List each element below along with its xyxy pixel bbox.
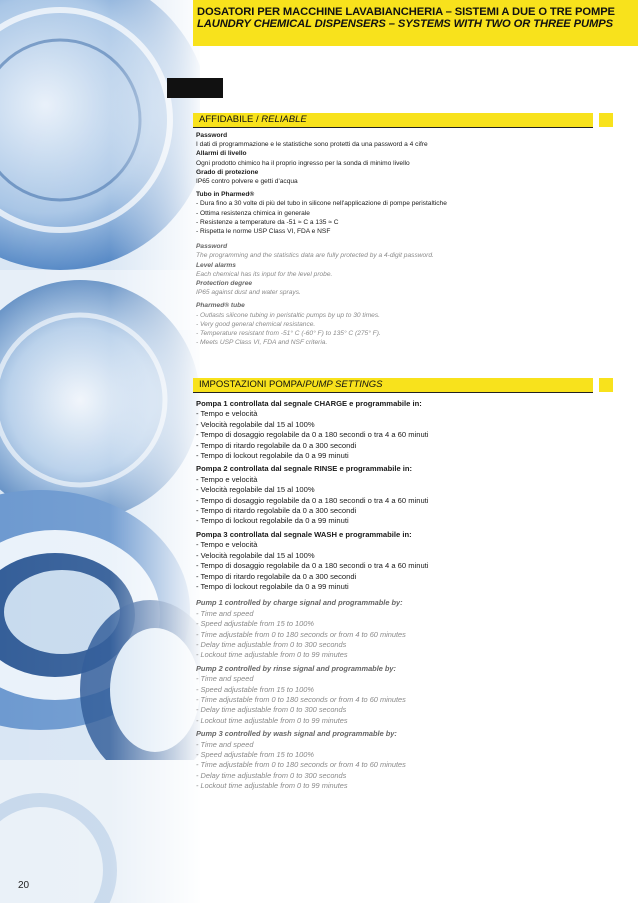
pump-setting-line: - Tempo e velocità — [196, 409, 258, 419]
tube-line-en: - Temperature resistant from -51° C (-60° F) to 135° C (275° F). — [196, 330, 381, 338]
section-title-reliable: AFFIDABILE / RELIABLE — [199, 114, 307, 125]
tube-heading-en: Pharmed® tube — [196, 302, 245, 310]
pump-setting-line: - Tempo di ritardo regolabile da 0 a 300 secondi — [196, 440, 357, 450]
password-heading: Password — [196, 132, 228, 139]
protection-text: IP65 contro polvere e getti d'acqua — [196, 178, 298, 186]
password-text-en: The programming and the statistics data are fully protected by a 4-digit password. — [196, 252, 434, 260]
section-square-marker — [599, 113, 613, 127]
protection-heading: Grado di protezione — [196, 168, 259, 176]
section-tab-marker — [167, 78, 223, 98]
pump-setting-line-en: - Time adjustable from 0 to 180 seconds or from 4 to 60 minutes — [196, 760, 406, 770]
level-alarm-heading: Allarmi di livello — [196, 150, 247, 158]
protection-heading-en: Protection degree — [196, 280, 253, 288]
pump-setting-line: - Velocità regolabile dal 15 al 100% — [196, 419, 315, 429]
pump-setting-line-en: - Lockout time adjustable from 0 to 99 minutes — [196, 715, 348, 725]
pump-setting-line: - Tempo di lockout regolabile da 0 a 99 minuti — [196, 516, 349, 526]
pump-setting-line: - Tempo e velocità — [196, 540, 258, 550]
pump-setting-line-en: - Speed adjustable from 15 to 100% — [196, 750, 314, 759]
pump-setting-line: - Tempo di lockout regolabile da 0 a 99 minuti — [196, 581, 349, 591]
password-heading-en: Password — [196, 243, 228, 251]
pump-setting-line: - Velocità regolabile dal 15 al 100% — [196, 485, 315, 495]
pump-setting-line: - Tempo di lockout regolabile da 0 a 99 minuti — [196, 451, 349, 461]
section-square-marker — [599, 378, 613, 392]
pump-setting-line-en: - Lockout time adjustable from 0 to 99 minutes — [196, 781, 348, 791]
pump-settings-body — [196, 399, 596, 792]
pump-setting-line: - Tempo di dosaggio regolabile da 0 a 180 secondi o tra 4 a 60 minuti — [196, 561, 429, 571]
tube-line: - Dura fino a 30 volte di più del tubo in silicone nell'applicazione di pompe peristaltiche — [196, 200, 447, 208]
pump-setting-line: - Tempo di dosaggio regolabile da 0 a 180 secondi o tra 4 a 60 minuti — [196, 430, 429, 440]
pump1-heading: Pompa 1 controllata dal segnale CHARGE e programmabile in: — [196, 399, 422, 408]
pump-setting-line-en: - Speed adjustable from 15 to 100% — [196, 619, 314, 629]
reliable-section-body — [196, 131, 596, 347]
level-alarm-text: Ogni prodotto chimico ha il proprio ingresso per la sonda di minimo livello — [196, 159, 410, 167]
password-text: I dati di programmazione e le statistiche sono protetti da una password a 4 cifre — [196, 141, 428, 149]
header-title-italian: DOSATORI PER MACCHINE LAVABIANCHERIA – SISTEMI A DUE O TRE POMPE — [197, 6, 615, 18]
pump-setting-line: - Tempo di dosaggio regolabile da 0 a 180 secondi o tra 4 a 60 minuti — [196, 495, 429, 505]
pump-setting-line: - Tempo di ritardo regolabile da 0 a 300 secondi — [196, 571, 357, 581]
pump2-heading: Pompa 2 controllata dal segnale RINSE e programmabile in: — [196, 464, 413, 474]
tube-line: - Resistenze a temperature da -51 ≈ C a 135 ≈ C — [196, 218, 339, 226]
pump2-heading-en: Pump 2 controlled by rinse signal and programmable by: — [196, 663, 396, 673]
pump-setting-line: - Tempo di ritardo regolabile da 0 a 300 secondi — [196, 506, 357, 516]
tube-line-en: - Very good general chemical resistance. — [196, 320, 316, 328]
pump-setting-line: - Tempo e velocità — [196, 474, 258, 484]
page-number: 20 — [18, 880, 30, 891]
pump-setting-line-en: - Delay time adjustable from 0 to 300 seconds — [196, 639, 347, 649]
pump-setting-line-en: - Lockout time adjustable from 0 to 99 minutes — [196, 650, 348, 660]
tube-line: - Rispetta le norme USP Class VI, FDA e NSF — [196, 228, 331, 236]
pump1-heading-en: Pump 1 controlled by charge signal and programmable by: — [196, 598, 403, 608]
pump-setting-line-en: - Time and speed — [196, 608, 254, 618]
section-header-reliable — [193, 113, 593, 128]
tube-line: - Ottima resistenza chimica in generale — [196, 209, 310, 217]
pump3-heading: Pompa 3 controllata dal segnale WASH e programmabile in: — [196, 529, 412, 539]
pump-setting-line-en: - Delay time adjustable from 0 to 300 seconds — [196, 705, 347, 715]
tube-line-en: - Meets USP Class VI, FDA and NSF criteria. — [196, 339, 328, 347]
tube-line-en: - Outlasts silicone tubing in peristaltic pumps by up to 30 times. — [196, 311, 380, 319]
pump-setting-line-en: - Time adjustable from 0 to 180 seconds or from 4 to 60 minutes — [196, 694, 406, 704]
section-header-pump-settings — [193, 378, 593, 393]
pump-setting-line-en: - Speed adjustable from 15 to 100% — [196, 684, 314, 694]
pump3-heading-en: Pump 3 controlled by wash signal and programmable by: — [196, 729, 397, 739]
protection-text-en: IP65 against dust and water sprays. — [196, 289, 301, 297]
pump-setting-line-en: - Time and speed — [196, 674, 254, 684]
pump-setting-line: - Velocità regolabile dal 15 al 100% — [196, 550, 315, 560]
pump-setting-line-en: - Time adjustable from 0 to 180 seconds or from 4 to 60 minutes — [196, 629, 406, 639]
pump-setting-line-en: - Time and speed — [196, 739, 254, 749]
level-alarm-text-en: Each chemical has its input for the level probe. — [196, 270, 333, 278]
tube-heading: Tubo in Pharmed® — [196, 191, 255, 199]
section-title-pump-settings: IMPOSTAZIONI POMPA/PUMP SETTINGS — [199, 379, 383, 390]
background-photo — [0, 0, 200, 903]
pump-setting-line-en: - Delay time adjustable from 0 to 300 seconds — [196, 770, 347, 780]
header-title-english: LAUNDRY CHEMICAL DISPENSERS – SYSTEMS WITH TWO OR THREE PUMPS — [197, 18, 613, 30]
level-alarm-heading-en: Level alarms — [196, 261, 236, 269]
